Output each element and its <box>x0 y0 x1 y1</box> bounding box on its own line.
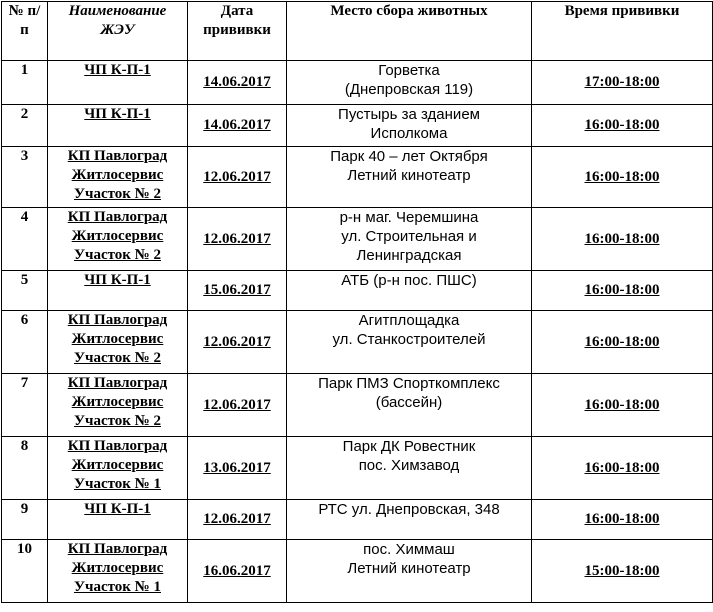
row-number-cell <box>2 271 48 311</box>
vaccination-time-cell <box>532 271 713 311</box>
vaccination-time-cell <box>532 311 713 374</box>
header-row <box>2 2 713 61</box>
vaccination-time-cell <box>532 540 713 603</box>
gathering-place-cell <box>287 500 532 540</box>
vaccination-time: 16:00-18:00 <box>584 396 660 413</box>
table-row <box>2 61 713 105</box>
org-name-line: Участок № 2 <box>73 186 161 202</box>
org-name-line: Житлосервис <box>71 394 164 410</box>
gathering-place-cell <box>287 437 532 500</box>
row-number-cell <box>2 105 48 147</box>
table-row <box>2 208 713 271</box>
org-name-line: КП Павлоград <box>67 209 168 225</box>
row-number-cell <box>2 61 48 105</box>
gathering-place-line: пос. Химмаш <box>363 541 455 558</box>
header-date: Дата прививки <box>188 2 287 61</box>
vaccination-date-cell <box>188 208 287 271</box>
vaccination-time-cell <box>532 61 713 105</box>
gathering-place-cell <box>287 374 532 437</box>
vaccination-date-cell <box>188 437 287 500</box>
vaccination-date-cell <box>188 105 287 147</box>
table-row <box>2 540 713 603</box>
table-row <box>2 105 713 147</box>
gathering-place-line: РТС ул. Днепровская, 348 <box>318 501 500 518</box>
vaccination-date: 15.06.2017 <box>203 282 271 298</box>
org-name-cell <box>48 271 188 311</box>
vaccination-date: 12.06.2017 <box>203 511 271 527</box>
gathering-place-line: Парк ПМЗ Спорткомплекс <box>318 375 500 392</box>
org-name-line: Участок № 2 <box>73 413 161 429</box>
gathering-place-line: (Днепровская 119) <box>344 81 474 98</box>
vaccination-date-cell <box>188 61 287 105</box>
vaccination-date: 13.06.2017 <box>203 459 271 476</box>
table-row <box>2 271 713 311</box>
org-name-line: Участок № 2 <box>73 350 161 366</box>
row-number-cell <box>2 147 48 208</box>
gathering-place-line: пос. Химзавод <box>358 457 460 474</box>
table-row <box>2 147 713 208</box>
vaccination-date-cell <box>188 500 287 540</box>
org-name-line: Участок № 2 <box>73 247 161 263</box>
org-name-line: Житлосервис <box>71 331 164 347</box>
row-number: 9 <box>20 501 29 517</box>
org-name-line: ЧП К-П-1 <box>84 272 151 288</box>
row-number-cell <box>2 208 48 271</box>
vaccination-time: 16:00-18:00 <box>584 282 660 298</box>
org-name-line: Участок № 1 <box>73 579 161 595</box>
vaccination-schedule-table <box>1 1 713 603</box>
table-row <box>2 500 713 540</box>
gathering-place-cell <box>287 271 532 311</box>
org-name-line: Житлосервис <box>71 560 164 576</box>
vaccination-time-cell <box>532 500 713 540</box>
vaccination-date: 12.06.2017 <box>203 333 271 350</box>
row-number: 1 <box>20 62 29 78</box>
table-row <box>2 374 713 437</box>
vaccination-date-cell <box>188 271 287 311</box>
vaccination-time-cell <box>532 374 713 437</box>
row-number: 2 <box>20 106 29 122</box>
gathering-place-line: Летний кинотеатр <box>347 167 471 184</box>
vaccination-date-cell <box>188 540 287 603</box>
table-body <box>2 61 713 603</box>
vaccination-date: 12.06.2017 <box>203 168 271 185</box>
gathering-place-line: (бассейн) <box>375 394 443 411</box>
gathering-place-line: Парк 40 – лет Октября <box>330 148 488 165</box>
header-time: Время прививки <box>532 2 713 61</box>
header-num: № п/п <box>2 2 48 61</box>
vaccination-time-cell <box>532 437 713 500</box>
gathering-place-cell <box>287 147 532 208</box>
org-name-cell <box>48 147 188 208</box>
vaccination-date-cell <box>188 147 287 208</box>
vaccination-date: 16.06.2017 <box>203 562 271 579</box>
row-number-cell <box>2 374 48 437</box>
row-number: 6 <box>20 312 29 328</box>
row-number: 8 <box>20 438 29 454</box>
org-name-cell <box>48 500 188 540</box>
org-name-line: ЧП К-П-1 <box>84 501 151 517</box>
row-number-cell <box>2 540 48 603</box>
org-name-cell <box>48 540 188 603</box>
org-name-line: КП Павлоград <box>67 375 168 391</box>
gathering-place-line: Пустырь за зданием <box>338 106 480 123</box>
vaccination-date: 14.06.2017 <box>203 74 271 90</box>
vaccination-time: 15:00-18:00 <box>584 562 660 579</box>
gathering-place-cell <box>287 540 532 603</box>
org-name-cell <box>48 374 188 437</box>
vaccination-date-cell <box>188 374 287 437</box>
org-name-line: Участок № 1 <box>73 476 161 492</box>
vaccination-time-cell <box>532 147 713 208</box>
vaccination-time: 16:00-18:00 <box>584 333 660 350</box>
org-name-line: Житлосервис <box>71 228 164 244</box>
gathering-place-line: Агитплощадка <box>358 312 460 329</box>
org-name-cell <box>48 437 188 500</box>
vaccination-time: 16:00-18:00 <box>584 459 660 476</box>
org-name-line: КП Павлоград <box>67 541 168 557</box>
row-number: 3 <box>20 148 29 164</box>
gathering-place-line: р-н маг. Черемшина <box>339 209 479 226</box>
row-number: 10 <box>17 541 32 557</box>
vaccination-date: 14.06.2017 <box>203 117 271 133</box>
gathering-place-line: ул. Строительная и <box>341 228 477 245</box>
vaccination-date: 12.06.2017 <box>203 230 271 247</box>
gathering-place-cell <box>287 105 532 147</box>
org-name-line: КП Павлоград <box>67 148 168 164</box>
vaccination-time: 16:00-18:00 <box>584 168 660 185</box>
vaccination-date: 12.06.2017 <box>203 396 271 413</box>
gathering-place-line: АТБ (р-н пос. ПШС) <box>341 272 477 289</box>
org-name-line: Житлосервис <box>71 167 164 183</box>
vaccination-time: 16:00-18:00 <box>584 117 660 133</box>
vaccination-time: 17:00-18:00 <box>584 74 660 90</box>
org-name-cell <box>48 311 188 374</box>
org-name-line: КП Павлоград <box>67 312 168 328</box>
gathering-place-line: Парк ДК Ровестник <box>342 438 476 455</box>
org-name-line: Житлосервис <box>71 457 164 473</box>
gathering-place-line: ул. Станкостроителей <box>332 331 486 348</box>
vaccination-date-cell <box>188 311 287 374</box>
row-number-cell <box>2 311 48 374</box>
vaccination-time: 16:00-18:00 <box>584 230 660 247</box>
row-number: 5 <box>20 272 29 288</box>
row-number-cell <box>2 437 48 500</box>
row-number-cell <box>2 500 48 540</box>
org-name-cell <box>48 208 188 271</box>
gathering-place-cell <box>287 208 532 271</box>
header-org: Наименование ЖЭУ <box>48 2 188 61</box>
gathering-place-line: Летний кинотеатр <box>347 560 471 577</box>
gathering-place-cell <box>287 61 532 105</box>
org-name-line: КП Павлоград <box>67 438 168 454</box>
gathering-place-line: Горветка <box>378 62 440 79</box>
gathering-place-line: Исполкома <box>370 125 448 142</box>
org-name-line: ЧП К-П-1 <box>84 62 151 78</box>
gathering-place-line: Ленинградская <box>356 247 462 264</box>
gathering-place-cell <box>287 311 532 374</box>
org-name-cell <box>48 61 188 105</box>
org-name-cell <box>48 105 188 147</box>
row-number: 7 <box>20 375 29 391</box>
vaccination-time-cell <box>532 208 713 271</box>
table-row <box>2 311 713 374</box>
header-place: Место сбора животных <box>287 2 532 61</box>
org-name-line: ЧП К-П-1 <box>84 106 151 122</box>
vaccination-time-cell <box>532 105 713 147</box>
vaccination-time: 16:00-18:00 <box>584 511 660 527</box>
table-row <box>2 437 713 500</box>
row-number: 4 <box>20 209 29 225</box>
